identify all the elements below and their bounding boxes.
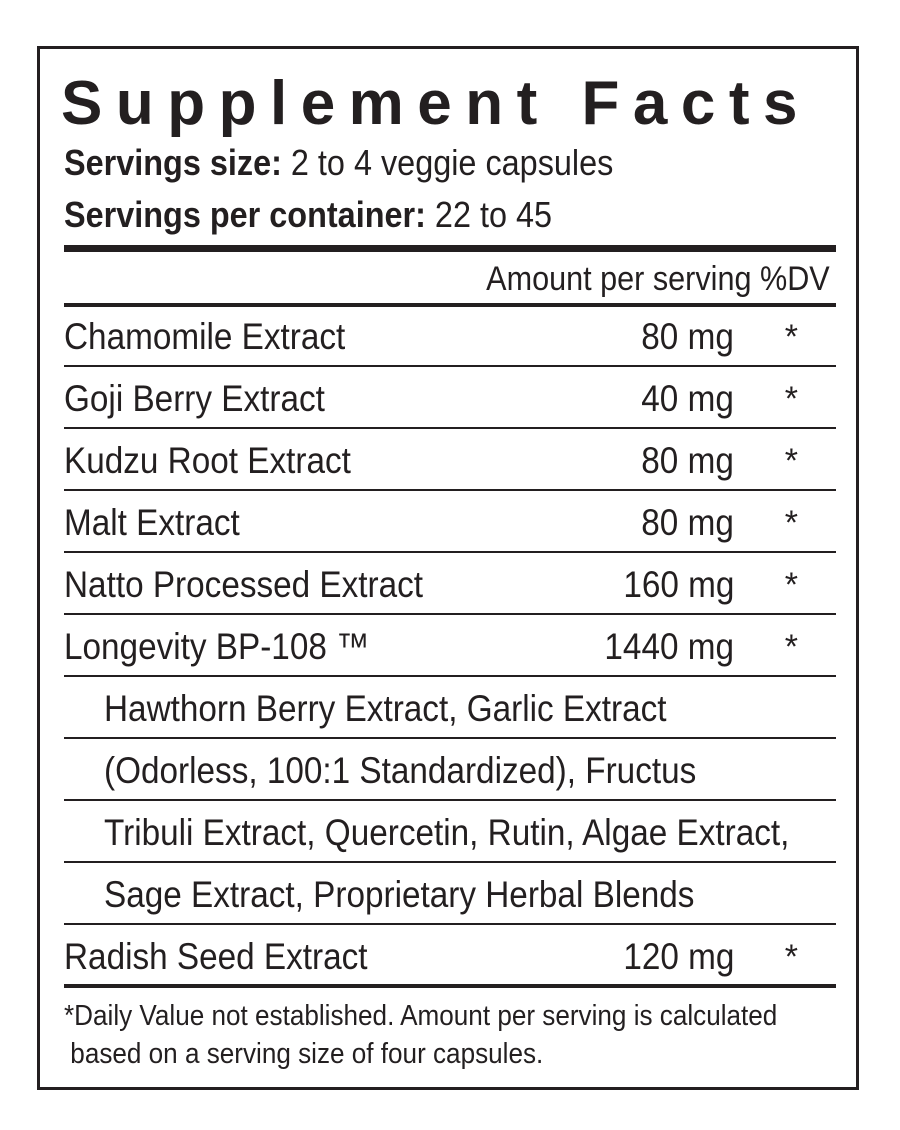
footnote-line-2: based on a serving size of four capsules. [70, 1038, 544, 1070]
ingredient-name: Malt Extract [64, 502, 240, 543]
row-divider [64, 489, 836, 491]
row-divider [64, 613, 836, 615]
ingredient-row [64, 493, 836, 553]
ingredient-name: Natto Processed Extract [64, 564, 424, 605]
row-divider [64, 923, 836, 925]
ingredient-amount: 120 mg [622, 936, 734, 977]
blend-ingredients-text: Sage Extract, Proprietary Herbal Blends [104, 874, 695, 915]
ingredient-amount: 40 mg [641, 378, 734, 419]
ingredient-name: Chamomile Extract [64, 316, 346, 357]
supplement-facts-panel [37, 46, 859, 1090]
row-divider [64, 365, 836, 367]
ingredient-row [64, 927, 836, 987]
ingredient-row [64, 617, 836, 677]
ingredient-dv: * [784, 504, 798, 542]
ingredient-amount: 80 mg [641, 440, 734, 481]
ingredient-dv: * [784, 318, 798, 356]
servings-per-container-label: Servings per container: [64, 194, 426, 235]
ingredient-row [64, 369, 836, 429]
serving-size-value: 2 to 4 veggie capsules [290, 142, 614, 183]
ingredient-name: Goji Berry Extract [64, 378, 325, 419]
footer-divider [64, 984, 836, 988]
ingredient-dv: * [784, 628, 798, 666]
serving-size [64, 143, 613, 183]
ingredient-dv: * [784, 442, 798, 480]
panel-title: Supplement Facts [61, 69, 811, 138]
ingredient-amount: 160 mg [622, 564, 734, 605]
servings-per-container [64, 195, 552, 235]
blend-ingredients-text: Hawthorn Berry Extract, Garlic Extract [104, 688, 667, 729]
ingredient-row [64, 555, 836, 615]
ingredient-row [64, 431, 836, 491]
blend-line [64, 803, 836, 863]
column-header: Amount per serving %DV [486, 260, 830, 298]
blend-line [64, 679, 836, 739]
serving-size-label: Servings size: [64, 142, 282, 183]
blend-ingredients-text: Tribuli Extract, Quercetin, Rutin, Algae Extract, [104, 812, 790, 853]
row-divider [64, 799, 836, 801]
footnote-line-1: *Daily Value not established. Amount per serving is calculated [64, 1000, 778, 1032]
footnote [64, 997, 777, 1073]
ingredient-name: Radish Seed Extract [64, 936, 368, 977]
blend-ingredients-text: (Odorless, 100:1 Standardized), Fructus [104, 750, 697, 791]
ingredient-name: Kudzu Root Extract [64, 440, 351, 481]
row-divider [64, 551, 836, 553]
servings-per-container-value: 22 to 45 [434, 194, 553, 235]
row-divider [64, 737, 836, 739]
ingredient-dv: * [784, 566, 798, 604]
row-divider [64, 861, 836, 863]
blend-line [64, 741, 836, 801]
row-divider [64, 675, 836, 677]
ingredient-amount: 80 mg [641, 316, 734, 357]
ingredient-amount: 1440 mg [604, 626, 734, 667]
blend-line [64, 865, 836, 925]
ingredient-dv: * [784, 938, 798, 976]
header-divider [64, 245, 836, 252]
ingredient-row [64, 307, 836, 367]
ingredient-name: Longevity BP-108 ™ [64, 626, 370, 667]
ingredient-dv: * [784, 380, 798, 418]
ingredient-amount: 80 mg [641, 502, 734, 543]
row-divider [64, 427, 836, 429]
